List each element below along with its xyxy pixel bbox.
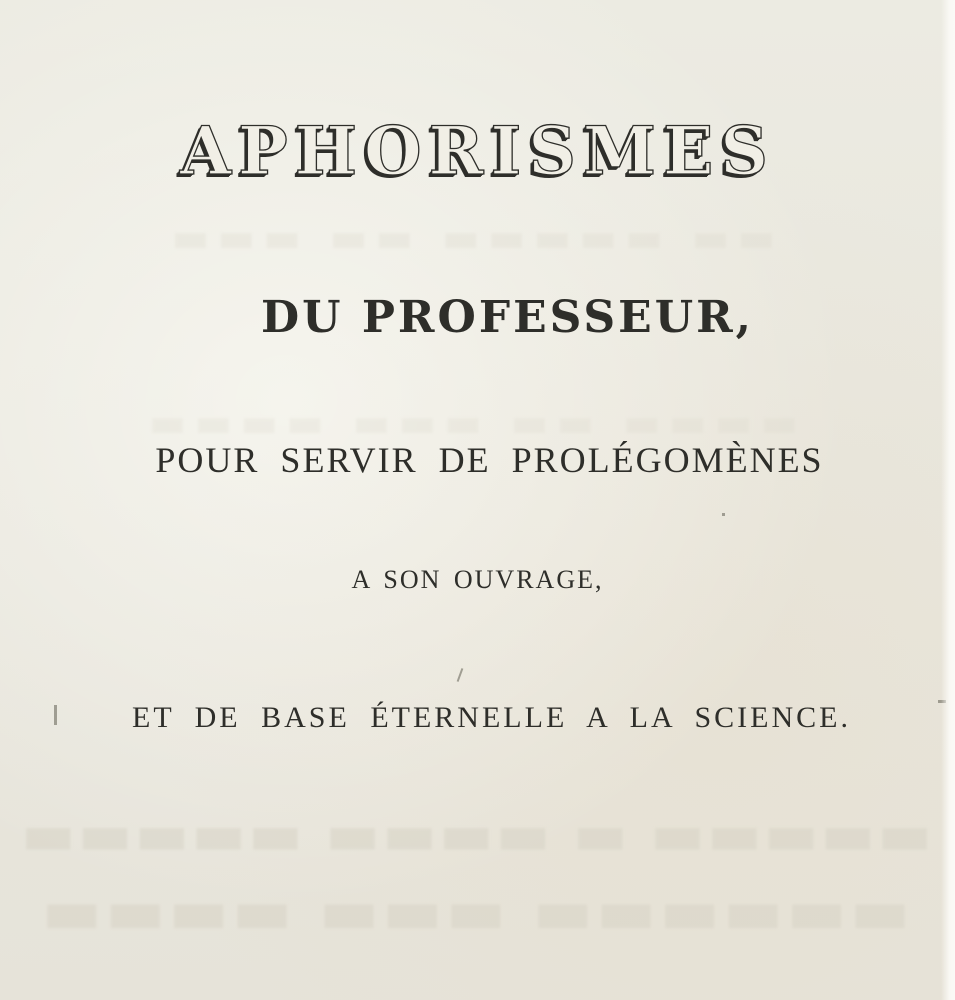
subtitle-line-1: DU PROFESSEUR, xyxy=(261,292,754,343)
subtitle-line-3: A SON OUVRAGE, xyxy=(351,565,604,594)
show-through-texture: ▬▬▬▬ ▬▬▬ ▬▬▬▬▬▬ xyxy=(41,875,914,949)
paper-mark xyxy=(722,513,725,516)
subtitle-line-4: ET DE BASE ÉTERNELLE A LA SCIENCE. xyxy=(132,701,851,734)
show-through-texture: ▬▬▬▬▬ ▬▬▬▬ ▬ ▬▬▬▬▬ xyxy=(20,800,935,868)
show-through-texture: ▬▬▬▬ ▬▬▬ ▬▬ ▬▬▬▬ xyxy=(148,400,807,446)
paper-mark xyxy=(457,668,464,682)
page-title: APHORISMES xyxy=(179,112,776,190)
page-edge xyxy=(941,0,955,1000)
subtitle-line-2: POUR SERVIR DE PROLÉGOMÈNES xyxy=(155,440,824,480)
paper-mark xyxy=(54,705,57,725)
show-through-texture: ▬▬▬ ▬▬ ▬▬▬▬▬ ▬▬ xyxy=(171,215,784,261)
